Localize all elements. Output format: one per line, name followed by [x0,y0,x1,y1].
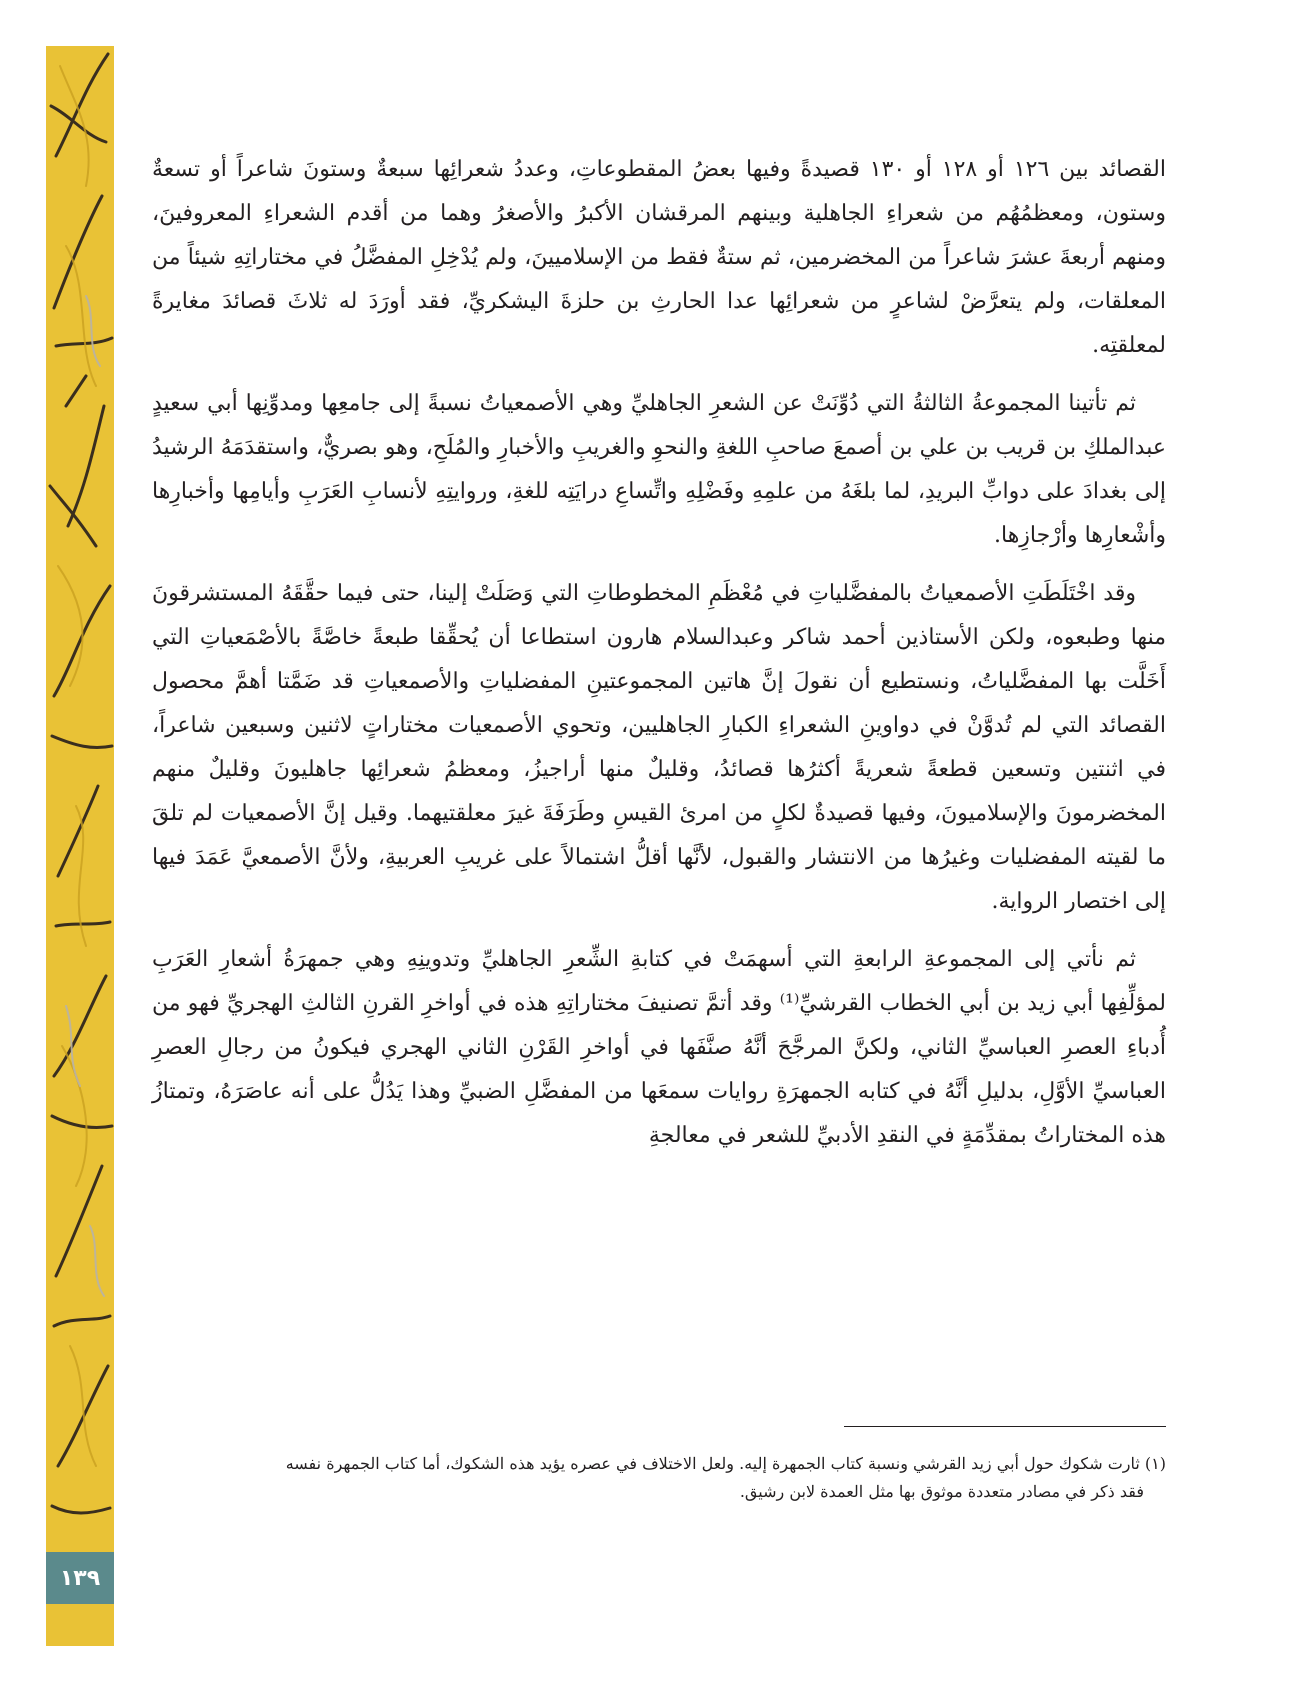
paragraph-2: ثم تأتينا المجموعةُ الثالثةُ التي دُوِّنَتْ عن الشعرِ الجاهليِّ وهي الأصمعياتُ نسبةً إلى جامعِها ومدوِّنِها أبي سعيدٍ عبدالملكِ بن قريب بن علي بن أصمعَ صاحبِ اللغةِ والنحوِ والغريبِ والأخبارِ والمُلَحِ، وهو بصريٌّ، واستقدَمَهُ الرشيدُ إلى بغدادَ على دوابِّ البريدِ، لما بلغَهُ من علمِهِ وفَضْلِهِ واتِّساعِ درايَتِه للغةِ، وروايتِهِ لأنسابِ العَرَبِ وأيامِها وأخبارِها وأشْعارِها وأرْجازِها. [152,391,1166,548]
footnote [152,1450,1166,1506]
footnote-divider [844,1426,1166,1427]
calligraphy-pattern-icon [46,46,114,1646]
footnote-line-2: فقد ذكر في مصادر متعددة موثوق بها مثل العمدة لابن رشيق. [739,1482,1144,1501]
paragraph-3: وقد اخْتَلَطَتِ الأصمعياتُ بالمفضَّلياتِ في مُعْظَمِ المخطوطاتِ التي وَصَلَتْ إلينا، حتى فيما حقَّقَهُ المستشرقونَ منها وطبعوه، ولكن الأستاذين أحمد شاكر وعبدالسلام هارون استطاعا أن يُحقِّقا طبعةً خاصَّةً بالأصْمَعياتِ التي أَخَلَّت بها المفضَّلياتُ، ونستطيع أن نقولَ إنَّ هاتين المجموعتينِ المفضلياتِ والأصمعياتِ قد ضَمَّتا أهمَّ محصول القصائد التي لم تُدوَّنْ في دواوينِ الشعراءِ الكبارِ الجاهليين، وتحوي الأصمعيات مختاراتٍ لاثنين وسبعين شاعراً، في اثنتين وتسعين قطعةً شعريةً أكثرُها قصائدُ، وقليلٌ منها أراجيزُ، ومعظمُ شعرائِها جاهليونَ وقليلٌ منهم المخضرمونَ والإسلاميونَ، وفيها قصيدةٌ لكلٍ من امرئ القيسِ وطَرَفَةَ غيرَ معلقتيهما. وقيل إنَّ الأصمعيات لم تلقَ ما لقيته المفضليات وغيرُها من الانتشار والقبول، لأنَّها أقلُّ اشتمالاً على غريبِ العربيةِ، ولأنَّ الأصمعيَّ عَمَدَ فيها إلى اختصار الرواية. [152,581,1166,914]
main-body-text [152,148,1166,1172]
paragraph-1: القصائد بين ١٢٦ أو ١٢٨ أو ١٣٠ قصيدةً وفيها بعضُ المقطوعاتِ، وعددُ شعرائِها سبعةٌ وستونَ شاعراً أو تسعةٌ وستون، ومعظمُهُم من شعراءِ الجاهلية وبينهم المرقشان الأكبرُ والأصغرُ وهما من أقدم الشعراءِ المعروفينَ، ومنهم أربعةَ عشرَ شاعراً من المخضرمين، ثم ستةٌ فقط من الإسلاميينَ، ولم يُدْخِلِ المفضَّلُ في مختاراتِهِ شيئاً من المعلقات، ولم يتعرَّضْ لشاعرٍ من شعرائِها عدا الحارثِ بن حلزةَ اليشكريِّ، فقد أورَدَ له ثلاثَ قصائدَ مغايرةً لمعلقتِه. [152,157,1166,358]
decorative-side-band [46,46,114,1646]
page-number: ١٣٩ [46,1552,114,1604]
paragraph-4: ثم نأتي إلى المجموعةِ الرابعةِ التي أسهمَتْ في كتابةِ الشِّعرِ الجاهليِّ وتدوينِهِ وهي جمهرَةُ أشعارِ العَرَبِ لمؤلِّفِها أبي زيد بن أبي الخطاب القرشيِّ⁽¹⁾ وقد أتمَّ تصنيفَ مختاراتِهِ هذه في أواخرِ القرنِ الثالثِ الهجريِّ فهو من أُدباءِ العصرِ العباسيِّ الثاني، ولكنَّ المرجَّحَ أنَّهُ صنَّفَها في أواخرِ القَرْنِ الثاني الهجري فيكونُ من رجالِ العصرِ العباسيِّ الأوَّلِ، بدليلِ أنَّهُ في كتابه الجمهرَةِ روايات سمعَها من المفضَّلِ الضبيِّ وهذا يَدُلُّ على أنه عاصَرَهُ، وتمتازُ هذه المختاراتُ بمقدِّمَةٍ في النقدِ الأدبيِّ للشعر في معالجةِ [152,947,1166,1148]
footnote-line-1: (١) ثارت شكوك حول أبي زيد القرشي ونسبة كتاب الجمهرة إليه. ولعل الاختلاف في عصره يؤيد هذه الشكوك، أما كتاب الجمهرة نفسه [285,1454,1166,1473]
